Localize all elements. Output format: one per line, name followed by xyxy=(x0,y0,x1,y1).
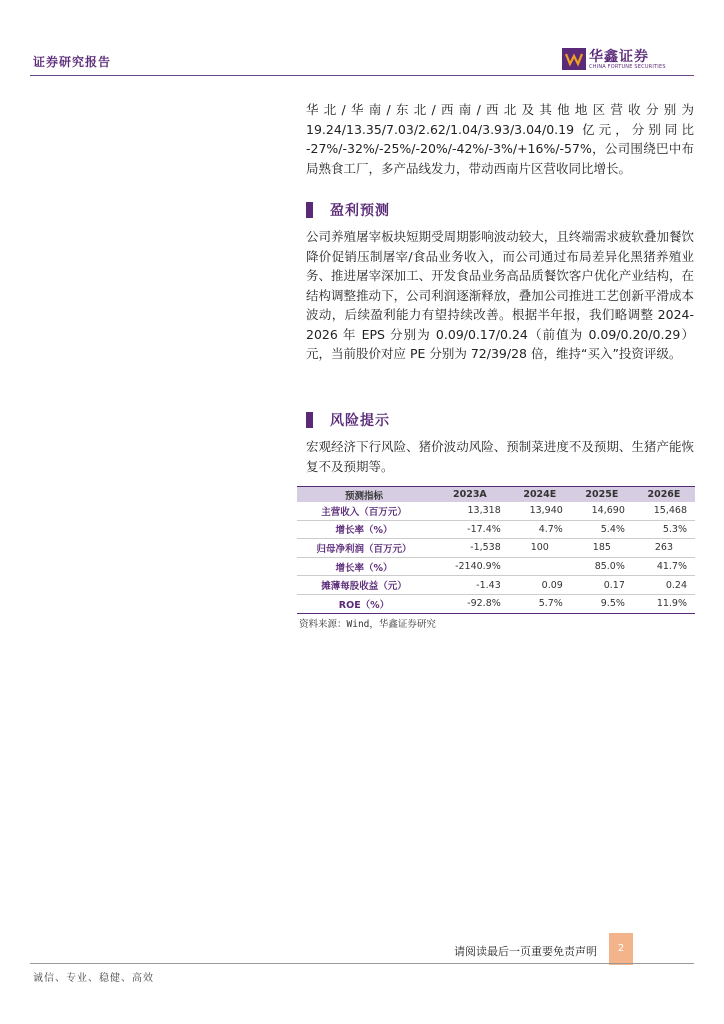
row-label: 主营收入（百万元） xyxy=(297,502,431,520)
table-cell: 4.7% xyxy=(509,520,571,539)
table-row xyxy=(297,502,695,520)
table-header-cell: 预测指标 xyxy=(297,487,431,503)
table-cell xyxy=(509,557,571,576)
footer-divider xyxy=(30,963,694,964)
table-cell: -1.43 xyxy=(431,576,509,595)
table-cell: 263 xyxy=(633,539,695,558)
table-header-cell: 2024E xyxy=(509,487,571,503)
table-cell: 5.4% xyxy=(571,520,633,539)
risk-heading xyxy=(306,410,390,430)
intro-paragraph: 华北/华南/东北/西南/西北及其他地区营收分别为19.24/13.35/7.03/2.62/1.04/3.93/3.04/0.19 亿元，分别同比 -27%/-32%/-25%/-20%/-42%/-3%/+16%/-57%，公司围绕巴中布局熟食工厂，多产品线发力，带动西南片区营收同比增长。 xyxy=(306,102,694,176)
table-cell: 41.7% xyxy=(633,557,695,576)
forecast-table xyxy=(297,486,695,614)
disclaimer-link[interactable]: 请阅读最后一页重要免责声明 xyxy=(454,945,597,958)
table-cell: -2140.9% xyxy=(431,557,509,576)
header-label: 证券研究报告 xyxy=(33,55,112,69)
row-label: ROE（%） xyxy=(297,594,431,613)
row-label: 归母净利润（百万元） xyxy=(297,539,431,558)
table-cell: -92.8% xyxy=(431,594,509,613)
table-cell: 100 xyxy=(509,539,571,558)
row-label: 增长率（%） xyxy=(297,557,431,576)
table-row xyxy=(297,594,695,613)
table-cell: 0.09 xyxy=(509,576,571,595)
row-label: 增长率（%） xyxy=(297,520,431,539)
table-cell: 5.7% xyxy=(509,594,571,613)
table-header-cell: 2025E xyxy=(571,487,633,503)
table-cell: -1,538 xyxy=(431,539,509,558)
table-header-row xyxy=(297,487,695,503)
table-cell: 15,468 xyxy=(633,502,695,520)
row-label: 摊薄每股收益（元） xyxy=(297,576,431,595)
heading-marker xyxy=(306,412,313,428)
table-cell: 0.17 xyxy=(571,576,633,595)
risk-paragraph: 宏观经济下行风险、猪价波动风险、预制菜进度不及预期、生猪产能恢复不及预期等。 xyxy=(306,439,694,474)
logo-name: 华鑫证券 xyxy=(589,49,649,65)
header-divider xyxy=(30,75,694,76)
table-row xyxy=(297,557,695,576)
table-cell: 0.24 xyxy=(633,576,695,595)
table-cell: 85.0% xyxy=(571,557,633,576)
table-cell: -17.4% xyxy=(431,520,509,539)
page-number: 2 xyxy=(609,933,633,965)
footer-slogan: 诚信、专业、稳健、高效 xyxy=(33,973,154,984)
heading-marker xyxy=(306,202,313,218)
table-source: 资料来源：Wind，华鑫证券研究 xyxy=(299,619,436,630)
risk-heading-title: 风险提示 xyxy=(330,413,390,429)
table-header-cell: 2023A xyxy=(431,487,509,503)
risk-block xyxy=(306,437,694,476)
table-row xyxy=(297,539,695,558)
table-cell: 5.3% xyxy=(633,520,695,539)
table-cell: 13,318 xyxy=(431,502,509,520)
table-row xyxy=(297,520,695,539)
profit-paragraph: 公司养殖屠宰板块短期受周期影响波动较大，且终端需求疲软叠加餐饮降价促销压制屠宰/食品业务收入，而公司通过布局差异化黑猪养殖业务、推进屠宰深加工、开发食品业务高品质餐饮客户优化产业结构，在结构调整推动下，公司利润逐渐释放，叠加公司推进工艺创新平滑成本波动，后续盈利能力有望持续改善。根据半年报，我们略调整 2024-2026 年 EPS 分别为 0.09/0.17/0.24（前值为 0.09/0.20/0.29）元，当前股价对应 PE 分别为 72/39/28 倍，维持“买入”投资评级。 xyxy=(306,229,694,361)
table-cell: 14,690 xyxy=(571,502,633,520)
table-row xyxy=(297,576,695,595)
intro-block xyxy=(306,100,694,178)
company-logo xyxy=(562,45,666,73)
logo-emblem-icon xyxy=(562,48,586,70)
table-cell: 11.9% xyxy=(633,594,695,613)
logo-subtitle: CHINA FORTUNE SECURITIES xyxy=(589,64,666,70)
profit-heading xyxy=(306,200,390,220)
table-cell: 9.5% xyxy=(571,594,633,613)
profit-heading-title: 盈利预测 xyxy=(330,203,390,219)
table-cell: 185 xyxy=(571,539,633,558)
profit-block xyxy=(306,227,694,364)
table-cell: 13,940 xyxy=(509,502,571,520)
table-header-cell: 2026E xyxy=(633,487,695,503)
